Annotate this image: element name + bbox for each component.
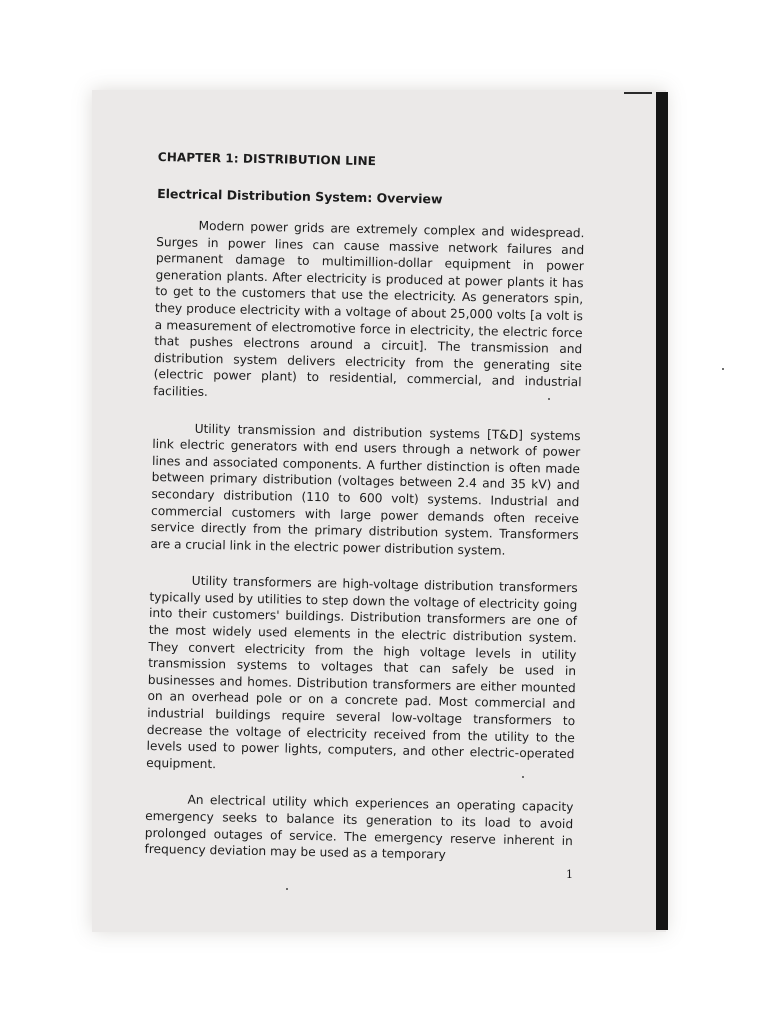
paragraph-td-systems: Utility transmission and distribution systems [T&D] systems link electric generators with end users through a network of power lines and associated components. A further distinction is often made between primary distribution (voltages between 2.4 and 35 kV) and secondary distribution (110 to 600 volt) systems. Industrial and commercial customers with large power demands often receive service directly from the primary distribution system. Transformers are a crucial link in the electric power distribution system. [150,421,581,558]
paragraph-overview: Modern power grids are extremely complex and widespread. Surges in power lines can cause massive network failures and permanent damage to multimillion-dollar equipment in power generation plants. After electricity is produced at power plants it has to get to the customers that use the electricity. As generators spin, they produce electricity with a voltage of about 25,000 volts [a volt is a measurement of electromotive force in electricity, the electric force that pushes electrons around a circuit]. The transmission and distribution system delivers electricity from the generating site (electric power plant) to residential, commercial, and industrial facilities. [153,218,585,399]
document-body [144,150,586,886]
paragraph-operating-capacity: An electrical utility which experiences an operating capacity emergency seeks to balance its generation to its load to avoid prolonged outages of service. The emergency reserve inherent in frequency deviation may be used as a temporary [144,793,574,862]
scan-speck [722,368,724,370]
scan-speck [286,888,288,890]
page-edge-shadow [656,92,668,930]
page-number: 1 [566,868,573,881]
scan-speck [548,398,550,400]
section-title: Electrical Distribution System: Overview [157,185,443,207]
paragraph-utility-transformers: Utility transformers are high-voltage distribution transformers typically used by utilities to step down the voltage of electricity going into their customers' buildings. Distribution transformers are one of the most widely used elements in the electric distribution system. They convert electricity from the high voltage levels in utility transmission systems to voltages that can safely be used in businesses and homes. Distribution transformers are either mounted on an overhead pole or on a concrete pad. Most commercial and industrial buildings require several low-voltage transformers to decrease the voltage of electricity received from the utility to the levels used to power lights, computers, and other electric-operated equipment. [146,574,578,772]
chapter-title: CHAPTER 1: DISTRIBUTION LINE [157,150,377,169]
scan-speck [522,776,524,778]
page-edge-mark [624,92,652,94]
